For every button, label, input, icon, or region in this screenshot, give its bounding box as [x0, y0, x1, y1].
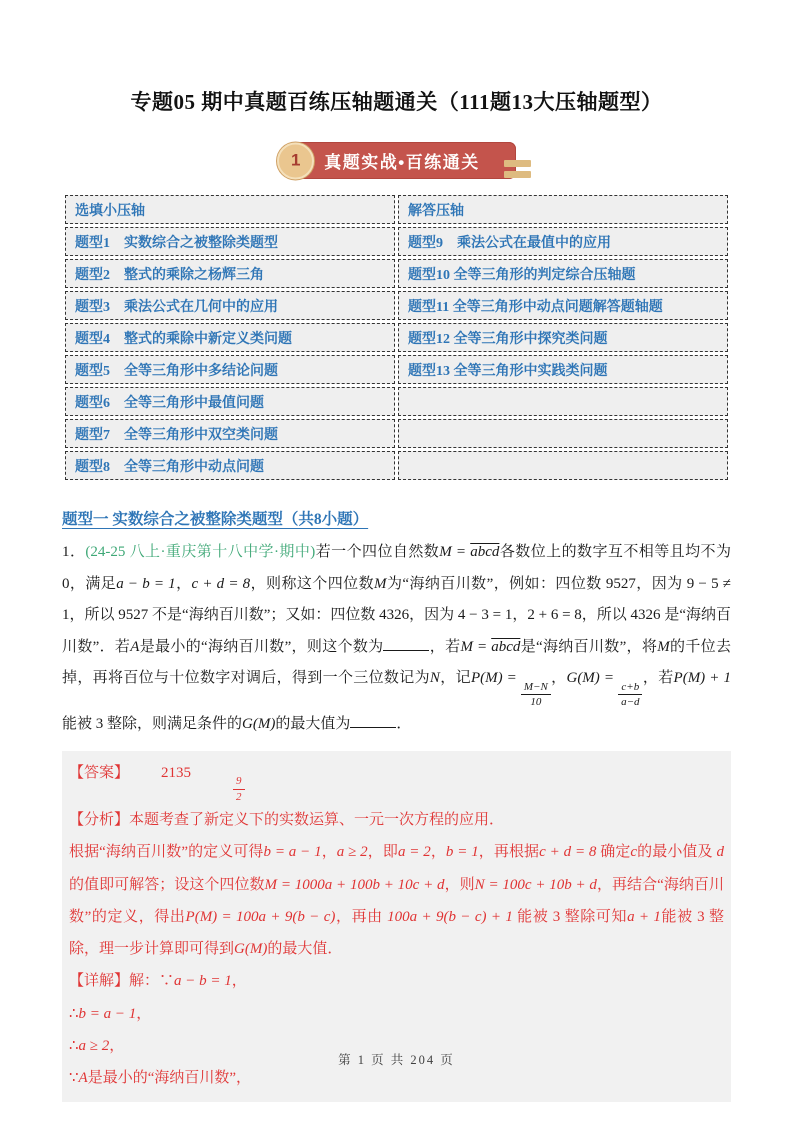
- text-segment: M =: [439, 544, 471, 560]
- toc-header-left: 选填小压轴: [65, 195, 395, 224]
- detail-line: [69, 965, 724, 997]
- detail-line-body: [129, 973, 247, 989]
- text-segment: 各数位上的数字互不相等且均不为 0，满足: [62, 544, 731, 592]
- toc-header-right: 解答压轴: [398, 195, 728, 224]
- inline-fraction: $\frac{M-N}{10}$: [521, 680, 551, 710]
- section-badge-row: [62, 142, 731, 179]
- text-segment: 能被 3 整除可知: [512, 908, 628, 925]
- detail-label: 【详解】: [69, 973, 130, 990]
- text-segment: a − b = 1: [116, 575, 176, 592]
- text-segment: ，再由: [335, 908, 388, 925]
- text-segment: ∴: [69, 1005, 79, 1022]
- problem-type-table: [62, 192, 731, 483]
- page-number-footer: 第 1 页 共 204 页: [338, 1053, 455, 1067]
- text-segment: M = 1000a + 100b + 10c + d: [264, 876, 445, 893]
- text-segment: 确定: [596, 844, 631, 861]
- toc-cell: 题型4 整式的乘除中新定义类问题: [65, 323, 395, 352]
- analysis-intro-line: [69, 804, 724, 836]
- text-segment: abcd: [491, 638, 521, 655]
- text-segment: M: [657, 638, 670, 655]
- toc-row: [65, 291, 728, 320]
- text-segment: P(M) + 1: [673, 670, 731, 686]
- toc-cell: 题型3 乘法公式在几何中的应用: [65, 291, 395, 320]
- text-segment: ，即: [367, 844, 398, 861]
- text-segment: 100a + 9(b − c) + 1: [387, 908, 513, 925]
- toc-row: [65, 323, 728, 352]
- text-segment: P(M) = 100a + 9(b − c): [185, 908, 336, 925]
- text-segment: c: [630, 844, 638, 861]
- equals-bars-icon: [504, 160, 531, 178]
- text-segment: A: [130, 638, 140, 655]
- toc-row: [65, 451, 728, 480]
- text-segment: ．: [396, 716, 412, 733]
- answer-label: 【答案】: [69, 764, 130, 781]
- problem-source: (24-25 八上·重庆第十八中学·期中): [85, 544, 316, 560]
- fraction-denominator: 2: [236, 790, 242, 803]
- text-segment: M =: [460, 638, 492, 655]
- toc-cell: 题型1 实数综合之被整除类题型: [65, 227, 395, 256]
- text-segment: ，: [136, 1005, 152, 1022]
- analysis-label: 【分析】: [69, 812, 130, 829]
- toc-cell: [398, 387, 728, 416]
- text-segment: G(M): [242, 716, 276, 733]
- problem-number: 1．: [62, 544, 86, 560]
- toc-cell: 题型6 全等三角形中最值问题: [65, 387, 395, 416]
- text-segment: 的千位去掉，再将百位与十位数字对调后，得到一个三位数记为: [62, 638, 731, 686]
- text-segment: ，再结合“海纳百川数”的定义，得出: [69, 876, 724, 925]
- problem-body: [62, 544, 731, 732]
- detail-line: [69, 998, 724, 1030]
- page-title: 专题05 期中真题百练压轴题通关（111题13大压轴题型）: [130, 90, 663, 114]
- text-segment: 若一个四位自然数: [315, 544, 440, 560]
- text-segment: a ≥ 2: [78, 1037, 110, 1054]
- toc-header-row: [65, 195, 728, 224]
- text-segment: 的值即可解答；设这个四位数: [69, 876, 265, 893]
- text-segment: ，记: [439, 670, 471, 686]
- text-segment: a ≥ 2: [336, 844, 368, 861]
- text-segment: ，: [109, 1037, 125, 1054]
- text-segment: ，: [430, 844, 446, 861]
- text-segment: ，若: [642, 670, 674, 686]
- text-segment: A: [78, 1070, 88, 1087]
- toc-cell: 题型11 全等三角形中动点问题解答题轴题: [398, 291, 728, 320]
- toc-row: [65, 419, 728, 448]
- analysis-intro: 本题考查了新定义下的实数运算、一元一次方程的应用．: [129, 812, 505, 829]
- text-segment: P(M) =: [470, 670, 521, 686]
- text-segment: N = 100c + 10b + d: [474, 876, 597, 893]
- toc-row: [65, 227, 728, 256]
- text-segment: c + d = 8: [539, 844, 597, 861]
- text-segment: 根据“海纳百川数”的定义可得: [69, 844, 264, 861]
- analysis-body: [69, 836, 724, 965]
- toc-cell: [398, 419, 728, 448]
- text-segment: ，: [231, 973, 247, 990]
- problem-1: [62, 537, 731, 741]
- text-segment: d: [716, 844, 724, 861]
- text-segment: ∴: [69, 1037, 79, 1054]
- text-segment: ，: [550, 670, 567, 686]
- answer-line: [69, 757, 724, 804]
- text-segment: 的最小值及: [637, 844, 717, 861]
- toc-cell: [398, 451, 728, 480]
- badge-number-icon: 1: [277, 142, 314, 179]
- text-segment: 是最小的“海纳百川数”，: [87, 1070, 252, 1087]
- fraction-numerator: 9: [233, 774, 245, 789]
- text-segment: a − b = 1: [174, 973, 232, 990]
- text-segment: ，再根据: [478, 844, 540, 861]
- text-segment: N: [429, 670, 440, 686]
- toc-row: [65, 387, 728, 416]
- text-segment: a = 2: [397, 844, 431, 861]
- text-segment: ，则称这个四位数: [250, 575, 375, 592]
- text-segment: c + d = 8: [191, 575, 251, 592]
- text-segment: 能被 3 整除，则满足条件的: [62, 716, 243, 733]
- answer-blank: [350, 713, 396, 728]
- text-segment: 是最小的“海纳百川数”，则这个数为: [139, 638, 384, 655]
- answer-value-1: 2135: [161, 764, 192, 781]
- page-content: [0, 86, 793, 1102]
- text-segment: 能被 3 整除，理一步计算即可得到: [69, 908, 724, 958]
- text-segment: ，则: [444, 876, 475, 893]
- text-segment: b = a − 1: [263, 844, 322, 861]
- text-segment: 解：∵: [129, 973, 175, 990]
- text-segment: a + 1: [627, 908, 661, 925]
- text-segment: 为“海纳百川数”，例如：四位数 9527，因为 9 − 5 ≠ 1，所以 9527 不是“海纳百川数”；又如：四位数 4326，因为 4 − 3 = 1，2 + 6 = 8，所以 4326 是“海纳百川数”．若: [62, 575, 731, 655]
- text-segment: b = a − 1: [78, 1005, 137, 1022]
- answer-value-2-fraction: [233, 774, 245, 804]
- text-segment: abcd: [470, 544, 500, 560]
- text-segment: 的最大值．: [267, 941, 343, 958]
- badge-label: 真题实战•百练通关: [294, 142, 515, 179]
- text-segment: ∵: [69, 1070, 79, 1087]
- text-segment: 是“海纳百川数”，将: [520, 638, 658, 655]
- answer-blank: [383, 636, 429, 651]
- section-badge: [277, 142, 515, 179]
- text-segment: G(M): [234, 941, 268, 958]
- toc-cell: 题型9 乘法公式在最值中的应用: [398, 227, 728, 256]
- text-segment: b = 1: [445, 844, 479, 861]
- text-segment: ，: [321, 844, 337, 861]
- toc-cell: 题型8 全等三角形中动点问题: [65, 451, 395, 480]
- text-segment: M: [374, 575, 387, 592]
- toc-cell: 题型5 全等三角形中多结论问题: [65, 355, 395, 384]
- inline-fraction: $\frac{c+b}{a-d}$: [618, 680, 642, 710]
- text-segment: 的最大值为: [275, 716, 351, 733]
- toc-cell: 题型13 全等三角形中实践类问题: [398, 355, 728, 384]
- toc-cell: 题型10 全等三角形的判定综合压轴题: [398, 259, 728, 288]
- toc-row: [65, 259, 728, 288]
- text-segment: G(M) =: [566, 670, 619, 686]
- toc-row: [65, 355, 728, 384]
- toc-cell: 题型12 全等三角形中探究类问题: [398, 323, 728, 352]
- text-segment: ，若: [429, 638, 461, 655]
- toc-cell: 题型2 整式的乘除之杨辉三角: [65, 259, 395, 288]
- text-segment: ，: [175, 575, 192, 592]
- section-heading: 题型一 实数综合之被整除类题型（共8小题）: [62, 511, 369, 528]
- toc-cell: 题型7 全等三角形中双空类问题: [65, 419, 395, 448]
